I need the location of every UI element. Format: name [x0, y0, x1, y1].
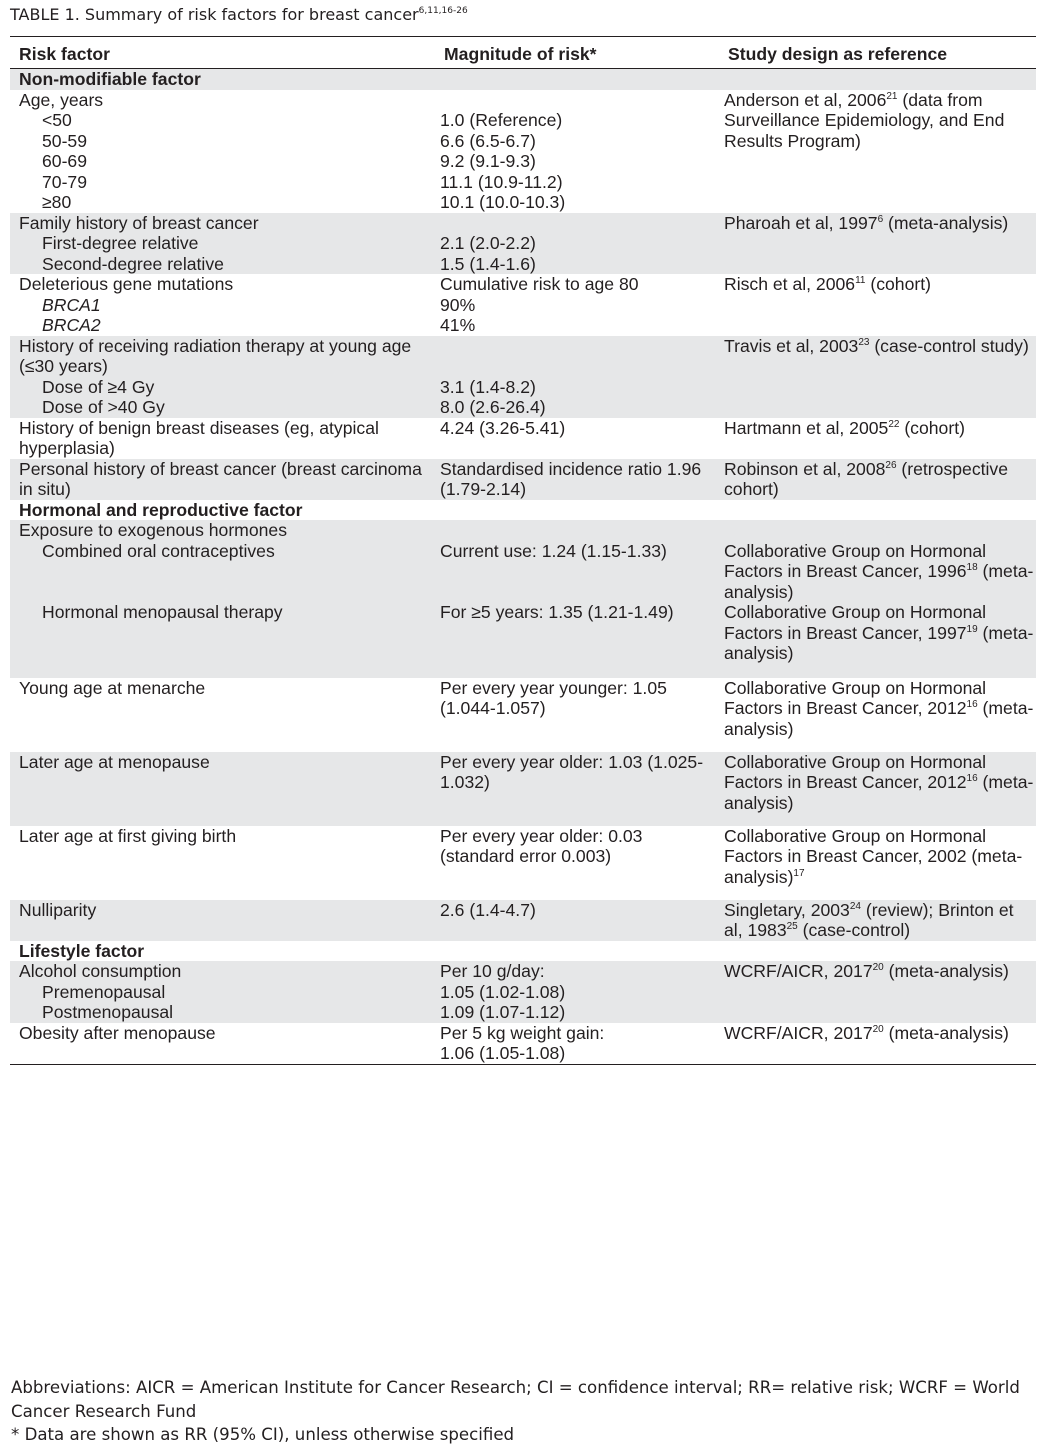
table-row — [10, 418, 1036, 459]
risk-cell: Per 5 kg weight gain: 1.06 (1.05-1.08) — [440, 1022, 605, 1063]
table-row — [10, 459, 1036, 500]
table-row — [10, 678, 1036, 752]
factor-cell: BRCA2 — [42, 315, 101, 335]
factor-cell: Nulliparity — [10, 900, 425, 941]
factor-cell: Premenopausal — [10, 982, 425, 1003]
risk-cell: 2.1 (2.0-2.2) — [425, 233, 717, 254]
reference-cell: Travis et al, 2003$^{23}$ (case-control study) — [717, 336, 1036, 377]
factor-cell: Exposure to exogenous hormones — [10, 520, 425, 541]
factor-cell: Obesity after menopause — [19, 1022, 216, 1043]
section-row — [10, 941, 1036, 962]
table-row — [10, 982, 1036, 1003]
reference-cell: Singletary, 2003$^{24}$ (review); Brinton et al, 1983$^{25}$ (case-control) — [717, 900, 1036, 941]
factor-cell: History of receiving radiation therapy at young age (≤30 years) — [10, 336, 425, 377]
factor-cell: Postmenopausal — [10, 1002, 425, 1023]
abbreviations-note: Abbreviations: AICR = American Institute for Cancer Research; CI = confidence interval; RR= relative risk; WCRF = World Cancer Research Fund — [11, 1378, 1020, 1421]
header-study-design: Study design as reference — [728, 43, 948, 64]
risk-cell: Current use: 1.24 (1.15-1.33) — [425, 541, 717, 603]
table-row — [10, 254, 1036, 275]
table-caption — [10, 5, 468, 24]
reference-cell: Hartmann et al, 2005$^{22}$ (cohort) — [724, 417, 965, 438]
factor-cell: Young age at menarche — [19, 677, 206, 698]
table-row — [10, 826, 1036, 900]
table-row — [10, 1002, 1036, 1023]
factor-cell: First-degree relative — [10, 233, 425, 254]
section-heading: Hormonal and reproductive factor — [19, 499, 303, 520]
factor-cell: BRCA1 — [42, 294, 101, 315]
section-row — [10, 69, 1036, 90]
factor-cell: Combined oral contraceptives — [10, 541, 425, 603]
factor-cell: Hormonal menopausal therapy — [10, 602, 425, 678]
risk-cell: 1.5 (1.4-1.6) — [425, 254, 717, 275]
table-bottom-rule — [10, 1064, 1036, 1067]
risk-cell: 6.6 (6.5-6.7) — [440, 130, 536, 151]
reference-cell: Collaborative Group on Hormonal Factors in Breast Cancer, 2012$^{16}$ (meta-analysis) — [724, 677, 1034, 739]
factor-cell: Family history of breast cancer — [10, 213, 425, 234]
section-heading: Lifestyle factor — [19, 940, 145, 961]
risk-cell: 2.6 (1.4-4.7) — [425, 900, 717, 941]
reference-cell: Robinson et al, 2008$^{26}$ (retrospective cohort) — [717, 459, 1036, 500]
table-row — [10, 315, 1036, 336]
table-row — [10, 602, 1036, 678]
factor-cell: Dose of ≥4 Gy — [10, 377, 425, 398]
reference-cell: Pharoah et al, 1997$^6$ (meta-analysis) — [717, 213, 1036, 234]
reference-cell: WCRF/AICR, 2017$^{20}$ (meta-analysis) — [724, 1022, 1009, 1043]
table-header-row — [10, 37, 1036, 69]
table-row — [10, 274, 1036, 295]
reference-cell: WCRF/AICR, 2017$^{20}$ (meta-analysis) — [717, 961, 1036, 982]
reference-cell: Collaborative Group on Hormonal Factors in Breast Cancer, 1997$^{19}$ (meta-analysis) — [717, 602, 1036, 678]
risk-cell: 8.0 (2.6-26.4) — [425, 397, 717, 418]
factor-cell: Later age at first giving birth — [19, 825, 237, 846]
factor-cell: 60-69 — [42, 151, 87, 171]
table-row — [10, 233, 1036, 254]
table-label: TABLE 1. — [10, 5, 80, 24]
factor-cell: 50-59 — [42, 130, 87, 151]
risk-cell: 1.09 (1.07-1.12) — [425, 1002, 717, 1023]
risk-cell: Per every year older: 0.03 (standard error 0.003) — [440, 825, 643, 866]
table-row — [10, 520, 1036, 541]
header-risk-factor: Risk factor — [19, 43, 110, 64]
section-row — [10, 500, 1036, 521]
table-row — [10, 295, 1036, 316]
table-row — [10, 752, 1036, 826]
risk-cell: 1.05 (1.02-1.08) — [425, 982, 717, 1003]
risk-cell: Per every year younger: 1.05 (1.044-1.057) — [440, 677, 667, 718]
factor-cell: ≥80 — [42, 192, 72, 212]
data-note: * Data are shown as RR (95% CI), unless otherwise specified — [11, 1425, 515, 1444]
header-magnitude: Magnitude of risk* — [444, 43, 597, 64]
table-row — [10, 1023, 1036, 1065]
table-row — [10, 961, 1036, 982]
table-row — [10, 397, 1036, 418]
table-footnotes — [11, 1376, 1031, 1447]
risk-cell: 1.0 (Reference) — [440, 110, 563, 130]
factor-cell: Personal history of breast cancer (breast carcinoma in situ) — [10, 459, 425, 500]
table-row — [10, 900, 1036, 941]
factor-cell: Later age at menopause — [10, 752, 425, 826]
reference-cell: Anderson et al, 2006$^{21}$ (data from Surveillance Epidemiology, and End Results Program) — [724, 89, 1005, 151]
risk-cell: 90% — [440, 294, 476, 315]
risk-factor-table — [10, 36, 1036, 1067]
table-row — [10, 541, 1036, 603]
risk-cell: Per every year older: 1.03 (1.025-1.032) — [425, 752, 717, 826]
risk-cell: 11.1 (10.9-11.2) — [440, 171, 563, 192]
risk-cell: 9.2 (9.1-9.3) — [440, 151, 536, 171]
reference-cell: Risch et al, 2006$^{11}$ (cohort) — [724, 274, 931, 294]
section-heading: Non-modifiable factor — [10, 69, 1036, 90]
factor-cell: Dose of >40 Gy — [10, 397, 425, 418]
factor-cell: Deleterious gene mutations — [19, 274, 234, 294]
factor-cell: 70-79 — [42, 171, 87, 192]
risk-cell: 41% — [440, 315, 476, 335]
risk-cell: For ≥5 years: 1.35 (1.21-1.49) — [425, 602, 717, 678]
risk-cell: Per 10 g/day: — [425, 961, 717, 982]
table-title: Summary of risk factors for breast cancer — [84, 5, 419, 24]
table-title-refs: 6,11,16-26 — [418, 6, 468, 16]
risk-cell: 3.1 (1.4-8.2) — [425, 377, 717, 398]
factor-cell: History of benign breast diseases (eg, atypical hyperplasia) — [19, 417, 379, 458]
table-row — [10, 377, 1036, 398]
risk-cell: 4.24 (3.26-5.41) — [440, 417, 566, 438]
factor-cell: Second-degree relative — [10, 254, 425, 275]
reference-cell: Collaborative Group on Hormonal Factors in Breast Cancer, 2002 (meta-analysis)$^{17}$ — [724, 825, 1023, 887]
reference-cell: Collaborative Group on Hormonal Factors in Breast Cancer, 1996$^{18}$ (meta-analysis) — [717, 541, 1036, 603]
factor-cell: Age, years — [19, 89, 104, 110]
factor-cell: <50 — [42, 110, 72, 130]
risk-cell: Cumulative risk to age 80 — [440, 274, 639, 294]
reference-cell: Collaborative Group on Hormonal Factors in Breast Cancer, 2012$^{16}$ (meta-analysis) — [717, 752, 1036, 826]
risk-cell: Standardised incidence ratio 1.96 (1.79-2.14) — [425, 459, 717, 500]
risk-cell: 10.1 (10.0-10.3) — [440, 192, 566, 212]
table-row — [10, 90, 1036, 111]
factor-cell: Alcohol consumption — [10, 961, 425, 982]
table-row — [10, 336, 1036, 377]
table-row — [10, 213, 1036, 234]
